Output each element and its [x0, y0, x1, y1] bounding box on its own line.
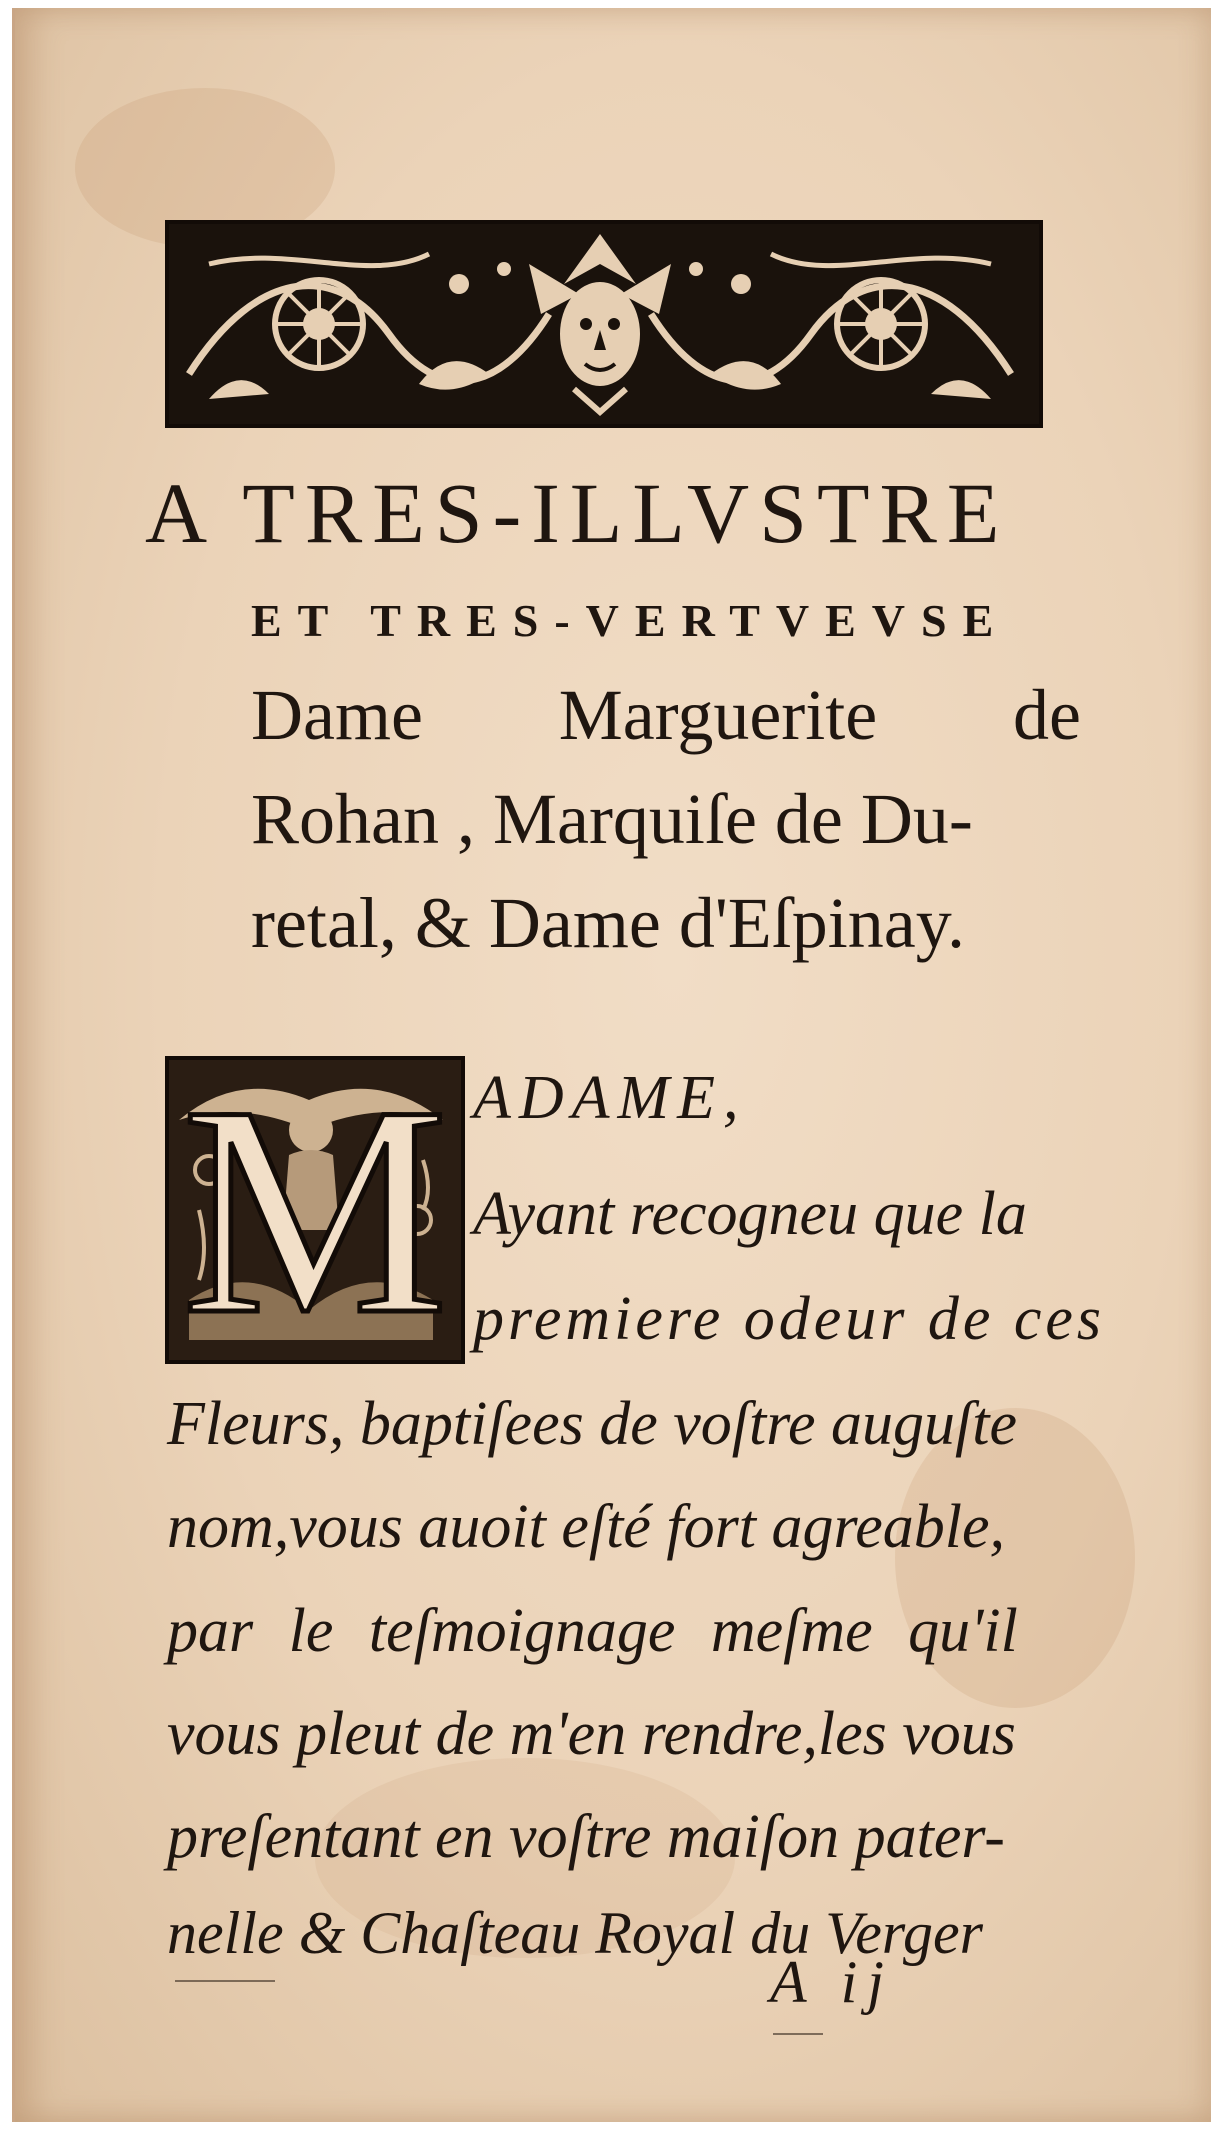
body-line: nom,vous auoit eſté fort agreable,	[167, 1493, 1006, 1561]
body-text	[15, 8, 1211, 2122]
body-line: nelle & Chaſteau Royal du Verger	[167, 1900, 983, 1966]
body-line: premiere odeur de ces	[473, 1285, 1106, 1353]
body-line: par le teſmoignage meſme qu'il	[167, 1597, 1018, 1665]
salutation: ADAME,	[473, 1064, 747, 1132]
title-line-2: ET TRES-VERTVEVSE	[251, 595, 1010, 646]
book-page	[12, 8, 1211, 2122]
signature-mark: A ij	[770, 1949, 894, 2015]
catchword-rule	[175, 1980, 275, 1982]
dedicatee-word: Dame	[251, 675, 423, 755]
body-line: vous pleut de m'en rendre,les vous	[167, 1700, 1016, 1768]
dedicatee-word: Marguerite	[558, 675, 878, 755]
body-line: Ayant recogneu que la	[473, 1180, 1027, 1248]
dedicatee-line-2: Rohan , Marquiſe de Du-	[251, 779, 973, 859]
dropcap-letter: M	[181, 1044, 449, 1376]
dedicatee-word: de	[1013, 675, 1081, 755]
dedicatee-line-3: retal, & Dame d'Eſpinay.	[251, 883, 966, 963]
body-line: preſentant en voſtre maiſon pater-	[167, 1803, 1005, 1871]
body-line: Fleurs, baptiſees de voſtre auguſte	[167, 1390, 1018, 1458]
title-line-1: A TRES-ILLVSTRE	[145, 465, 1010, 561]
signature-underline	[773, 2033, 823, 2035]
